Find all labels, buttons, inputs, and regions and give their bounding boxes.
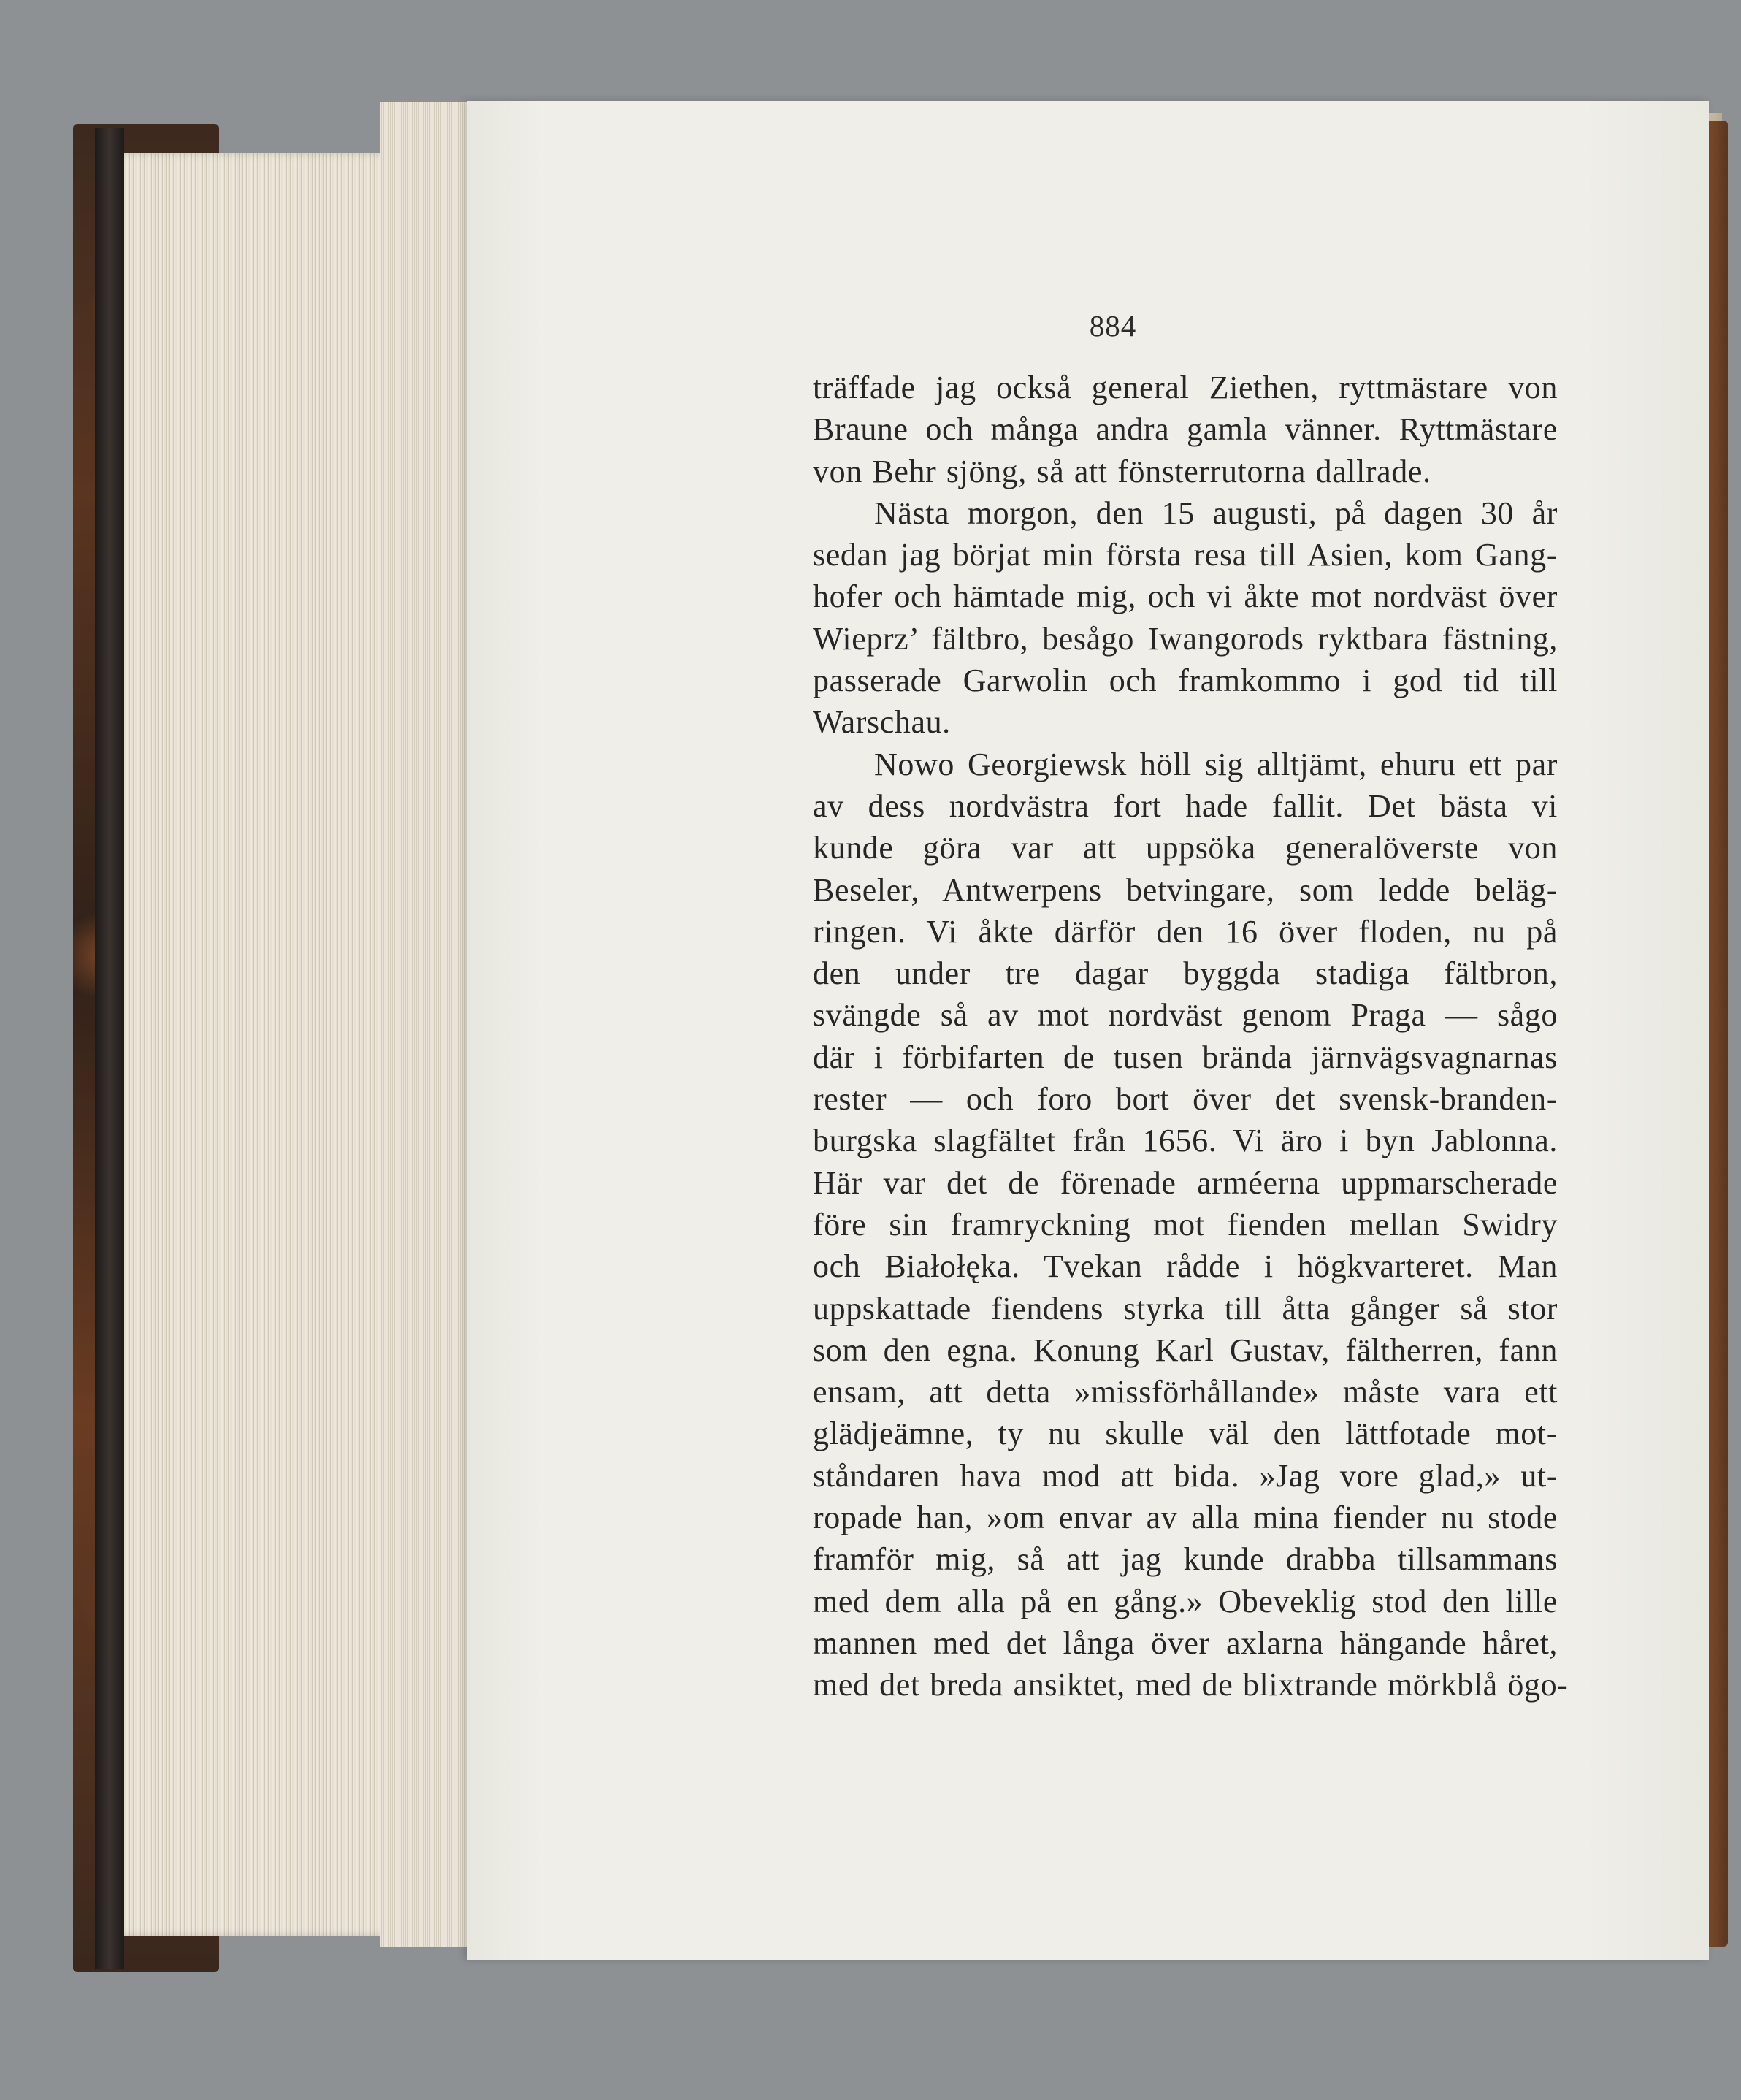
text-line: träffade jag också general Ziethen, ryttmästare von [813,370,1558,405]
text-line: kunde göra var att uppsöka generalöverste von [813,830,1558,866]
back-cover-edge [1709,121,1728,1947]
text-line: före sin framryckning mot fienden mellan Swidry [813,1206,1558,1242]
book-spine-edge [95,128,124,1969]
page-body-text [813,367,1569,1706]
text-line: Braune och många andra gamla vänner. Ryttmästare [813,411,1558,448]
text-line: mannen med det långa över axlarna hängande håret, [813,1624,1558,1661]
text-line: Warschau. [813,704,951,741]
text-line: av dess nordvästra fort hade fallit. Det bästa vi [813,787,1558,824]
text-line: där i förbifarten de tusen brända järnvägsvagnarnas [813,1039,1558,1075]
text-line: svängde så av mot nordväst genom Praga — sågo [813,997,1558,1034]
text-line: Här var det de förenade arméerna uppmarscherade [813,1164,1558,1201]
text-line: Beseler, Antwerpens betvingare, som ledde beläg- [813,871,1558,908]
text-line: Wieprz’ fältbro, besågo Iwangorods ryktbara fästning, [813,620,1558,657]
text-line: ståndaren hava mod att bida. »Jag vore glad,» ut- [813,1457,1558,1494]
text-line: framför mig, så att jag kunde drabba tillsammans [813,1541,1558,1578]
text-line: ensam, att detta »missförhållande» måste vara ett [813,1374,1558,1410]
text-line: den under tre dagar byggda stadiga fältbron, [813,955,1558,992]
text-line: glädjeämne, ty nu skulle väl den lättfotade mot- [813,1416,1558,1452]
text-line: burgska slagfältet från 1656. Vi äro i byn Jablonna. [813,1123,1558,1159]
text-line: von Behr sjöng, så att fönsterrutorna dallrade. [813,453,1431,489]
text-line: och Białołęka. Tvekan rådde i högkvarteret. Man [813,1248,1558,1285]
text-line: ringen. Vi åkte därför den 16 över floden, nu på [813,913,1558,950]
text-line: passerade Garwolin och framkommo i god tid till [813,663,1558,699]
text-line: hofer och hämtade mig, och vi åkte mot nordväst över [813,579,1558,615]
page-number: 884 [1089,309,1137,343]
text-line: med dem alla på en gång.» Obeveklig stod den lille [813,1583,1558,1619]
text-line: Nowo Georgiewsk höll sig alltjämt, ehuru ett par [874,746,1558,782]
text-line: uppskattade fiendens styrka till åtta gånger så stor [813,1290,1558,1326]
text-line: sedan jag börjat min första resa till Asien, kom Gang- [813,537,1558,573]
text-line: som den egna. Konung Karl Gustav, fältherren, fann [813,1332,1558,1368]
page-block-inner-edges [380,102,471,1947]
text-line: Nästa morgon, den 15 augusti, på dagen 30 år [874,495,1558,531]
text-line: ropade han, »om envar av alla mina fiender nu stode [813,1500,1558,1536]
text-line: rester — och foro bort över det svensk-branden- [813,1081,1558,1118]
text-line: med det breda ansiktet, med de blixtrande mörkblå ögo- [813,1667,1569,1703]
